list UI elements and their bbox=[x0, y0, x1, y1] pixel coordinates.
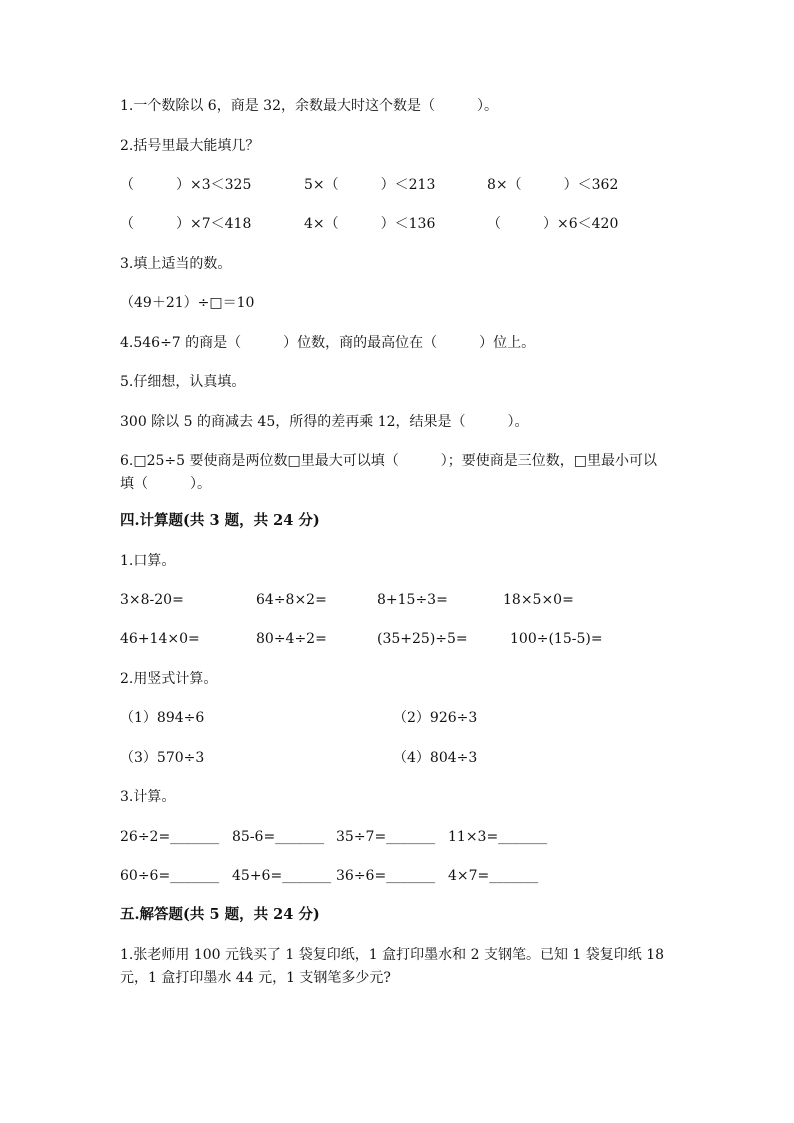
mental-calc-5: 46+14×0= bbox=[120, 631, 200, 647]
mental-calc-6: 80÷4÷2= bbox=[256, 631, 327, 647]
calc-blank-8: 4×7=_______ bbox=[448, 868, 539, 884]
mental-calc-8: 100÷(15-5)= bbox=[510, 631, 603, 647]
question-5-1: 1.张老师用 100 元钱买了 1 袋复印纸，1 盒打印墨水和 2 支钢笔。已知 1 袋复印纸 18 元，1 盒打印墨水 44 元，1 支钢笔多少元? bbox=[120, 947, 665, 986]
vertical-calc-3: （3）570÷3 bbox=[120, 750, 205, 766]
calc-blank-5: 60÷6=_______ bbox=[120, 868, 220, 884]
question-4-3-title: 3.计算。 bbox=[120, 789, 176, 805]
question-3-5-text: 300 除以 5 的商减去 45，所得的差再乘 12，结果是（ ）。 bbox=[120, 414, 529, 430]
section-4-heading: 四.计算题(共 3 题，共 24 分) bbox=[120, 512, 320, 529]
mental-calc-2: 64÷8×2= bbox=[256, 592, 327, 608]
calc-blank-3: 35÷7=_______ bbox=[336, 829, 436, 845]
calc-blank-2: 85-6=_______ bbox=[232, 829, 325, 845]
mental-calc-3: 8+15÷3= bbox=[377, 592, 448, 608]
question-3-6: 6.□25÷5 要使商是两位数□里最大可以填（ ）；要使商是三位数，□里最小可以填（ ）。 bbox=[120, 453, 657, 492]
calc-blank-7: 36÷6=_______ bbox=[336, 868, 436, 884]
q2-item-1: （ ）×3＜325 bbox=[120, 177, 252, 193]
q2-item-4: （ ）×7＜418 bbox=[120, 216, 252, 232]
question-3-3-title: 3.填上适当的数。 bbox=[120, 256, 232, 272]
question-4-1-title: 1.口算。 bbox=[120, 553, 176, 569]
section-5-heading: 五.解答题(共 5 题，共 24 分) bbox=[120, 906, 320, 923]
mental-calc-7: (35+25)÷5= bbox=[377, 631, 468, 647]
mental-calc-1: 3×8-20= bbox=[120, 592, 184, 608]
calc-blank-6: 45+6=_______ bbox=[232, 868, 332, 884]
question-3-2-title: 2.括号里最大能填几？ bbox=[120, 138, 260, 154]
question-4-2-title: 2.用竖式计算。 bbox=[120, 671, 218, 687]
vertical-calc-4: （4）804÷3 bbox=[393, 750, 478, 766]
q2-item-5: 4×（ ）＜136 bbox=[304, 216, 436, 232]
mental-calc-4: 18×5×0= bbox=[503, 592, 574, 608]
question-3-1: 1.一个数除以 6，商是 32，余数最大时这个数是（ ）。 bbox=[120, 98, 498, 114]
question-3-3-expr: （49＋21）÷□＝10 bbox=[120, 295, 255, 311]
vertical-calc-2: （2）926÷3 bbox=[393, 710, 478, 726]
q2-item-3: 8×（ ）＜362 bbox=[487, 177, 619, 193]
calc-blank-4: 11×3=_______ bbox=[448, 829, 548, 845]
question-3-5-title: 5.仔细想，认真填。 bbox=[120, 374, 246, 390]
question-3-4: 4.546÷7 的商是（ ）位数，商的最高位在（ ）位上。 bbox=[120, 335, 536, 351]
q2-item-6: （ ）×6＜420 bbox=[487, 216, 619, 232]
vertical-calc-1: （1）894÷6 bbox=[120, 710, 205, 726]
calc-blank-1: 26÷2=_______ bbox=[120, 829, 220, 845]
q2-item-2: 5×（ ）＜213 bbox=[304, 177, 436, 193]
